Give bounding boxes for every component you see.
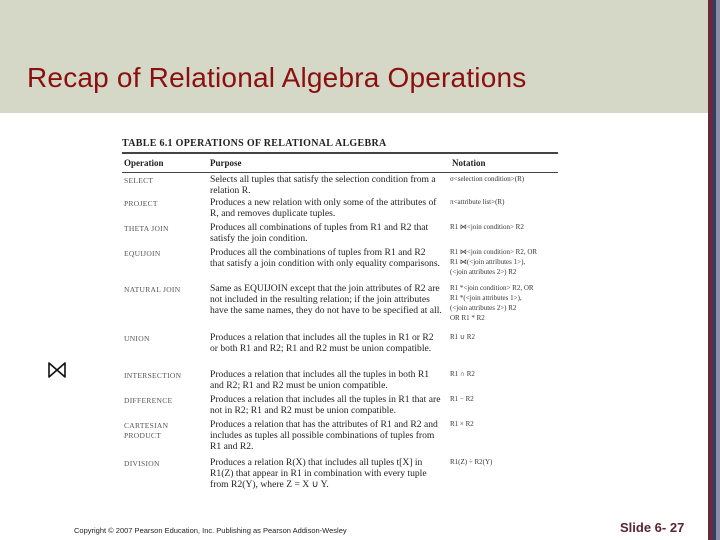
row-operation: THETA JOIN [124,224,169,233]
row-purpose: Selects all tuples that satisfy the selection condition from a relation R. [210,174,436,196]
row-notation: σ<selection condition>(R) [450,175,525,183]
row-notation: R1(Z) ÷ R2(Y) [450,458,493,466]
row-purpose: Same as EQUIJOIN except that the join attributes of R2 are not included in the resulting relation; if the join attributes have the same names, they do not have to be specified at all. [210,283,442,316]
row-operation: NATURAL JOIN [124,285,181,294]
table-top-rule [122,152,558,154]
slide-title: Recap of Relational Algebra Operations [27,62,527,93]
header-band [0,0,708,113]
header-notation: Notation [452,158,486,168]
row-operation: EQUIJOIN [124,249,161,258]
row-notation: π<attribute list>(R) [450,198,505,206]
row-operation: UNION [124,334,150,343]
bowtie-join-icon [47,361,67,379]
row-purpose: Produces a relation that includes all the tuples in R1 or R2 or both R1 and R2; R1 and R2 must be union compatible. [210,332,434,354]
row-notation: R1 ⋈<join condition> R2 [450,223,524,231]
row-notation: R1 ⋈<join condition> R2, OR R1 ⋈(<join attributes 1>), (<join attributes 2>) R2 [450,248,538,276]
header-operation: Operation [124,158,164,168]
copyright-text: Copyright © 2007 Pearson Education, Inc. Publishing as Pearson Addison-Wesley [74,526,347,535]
edge-stripe-gray [716,0,720,540]
row-purpose: Produces all the combinations of tuples from R1 and R2 that satisfy a join condition with only equality comparisons. [210,247,440,269]
row-purpose: Produces a relation that has the attributes of R1 and R2 and includes as tuples all possible combinations of tuples from R1 and R2. [210,419,438,452]
row-operation: PROJECT [124,199,158,208]
row-purpose: Produces a new relation with only some of the attributes of R, and removes duplicate tuples. [210,197,437,219]
row-purpose: Produces all combinations of tuples from R1 and R2 that satisfy the join condition. [210,222,429,244]
row-operation: SELECT [124,176,154,185]
row-operation: INTERSECTION [124,371,182,380]
table-caption: TABLE 6.1 OPERATIONS OF RELATIONAL ALGEBRA [122,138,387,149]
row-purpose: Produces a relation that includes all the tuples in R1 that are not in R2; R1 and R2 must be union compatible. [210,394,441,416]
row-notation: R1 − R2 [450,395,474,403]
row-purpose: Produces a relation R(X) that includes all tuples t[X] in R1(Z) that appear in R1 in combination with every tuple from R2(Y), where Z = X ∪ Y. [210,457,427,490]
relational-algebra-table [118,128,564,502]
slide-number: Slide 6- 27 [620,520,685,535]
header-purpose: Purpose [210,158,242,168]
row-operation: DIFFERENCE [124,396,173,405]
row-purpose: Produces a relation that includes all the tuples in both R1 and R2; R1 and R2 must be union compatible. [210,369,430,391]
row-notation: R1 *<join condition> R2, OR R1 *(<join attributes 1>), (<join attributes 2>) R2 OR R1 * R2 [450,284,534,322]
row-notation: R1 ∪ R2 [450,333,475,341]
row-operation: CARTESIAN PRODUCT [124,421,169,440]
row-operation: DIVISION [124,459,160,468]
row-notation: R1 × R2 [450,420,474,428]
table-header-rule [122,172,558,173]
row-notation: R1 ∩ R2 [450,370,475,378]
